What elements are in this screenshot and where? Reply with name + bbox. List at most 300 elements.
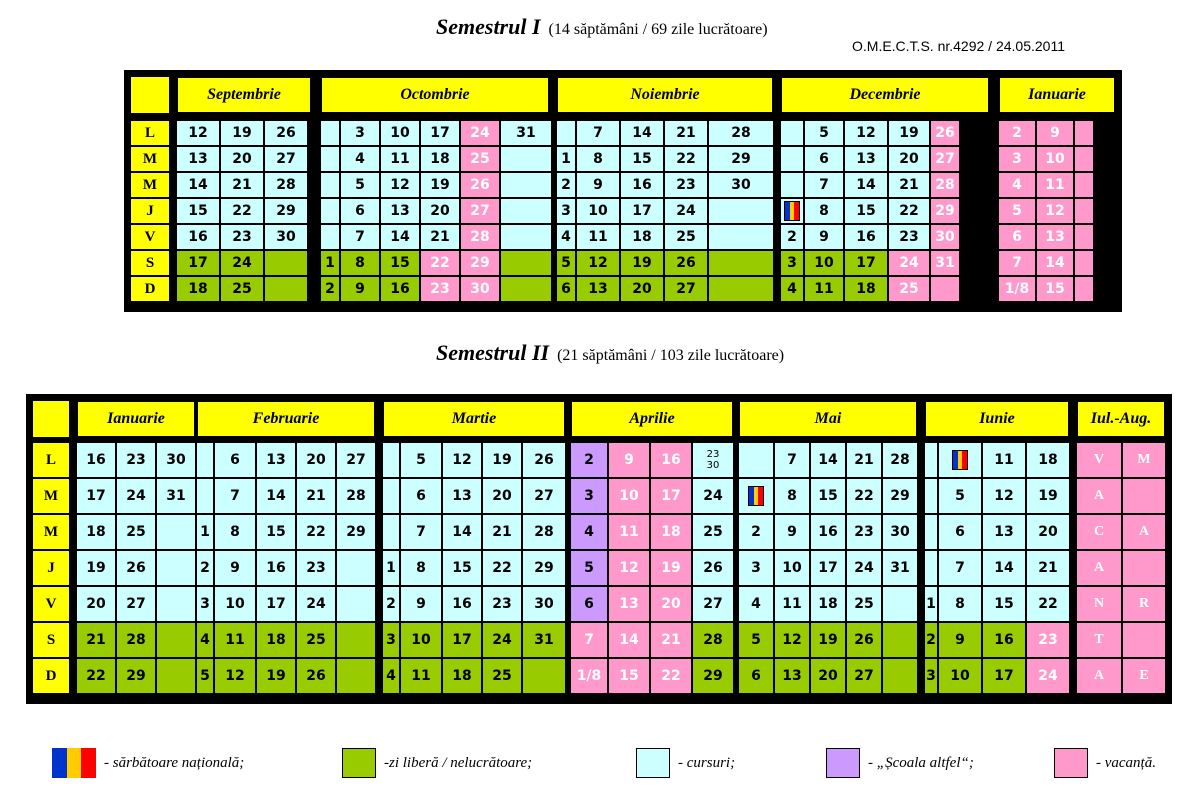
day-label: D <box>130 276 170 302</box>
day-cell: 19 <box>482 442 522 478</box>
day-cell: 19 <box>1026 478 1070 514</box>
day-cell: 29 <box>116 658 156 694</box>
day-cell: 23 <box>296 550 336 586</box>
day-cell: 10 <box>400 622 442 658</box>
day-cell: 4 <box>998 172 1036 198</box>
day-cell <box>320 172 340 198</box>
day-cell: 29 <box>264 198 308 224</box>
day-label: V <box>32 586 70 622</box>
day-cell: 20 <box>888 146 930 172</box>
day-cell: 1 <box>924 586 938 622</box>
day-cell: 25 <box>692 514 734 550</box>
day-cell: 25 <box>220 276 264 302</box>
day-cell: 24 <box>116 478 156 514</box>
day-cell: R <box>1122 586 1166 622</box>
legend-item-liber <box>342 748 532 778</box>
day-cell: 25 <box>482 658 522 694</box>
day-cell: 17 <box>442 622 482 658</box>
day-cell: 29 <box>708 146 774 172</box>
day-cell <box>156 514 196 550</box>
day-cell: 19 <box>76 550 116 586</box>
legend-label: - sărbătoare națională; <box>104 754 245 771</box>
day-cell: 5 <box>340 172 380 198</box>
month-header: Februarie <box>196 400 376 438</box>
day-cell: 17 <box>650 478 692 514</box>
day-cell <box>1122 478 1166 514</box>
day-cell: 24 <box>460 120 500 146</box>
day-cell: 12 <box>176 120 220 146</box>
day-cell <box>1074 146 1094 172</box>
corner-cell <box>130 76 170 114</box>
day-cell: 11 <box>400 658 442 694</box>
day-cell: T <box>1076 622 1122 658</box>
day-cell: 22 <box>76 658 116 694</box>
day-label: D <box>32 658 70 694</box>
day-cell <box>320 120 340 146</box>
day-label: S <box>130 250 170 276</box>
day-cell <box>1074 224 1094 250</box>
day-cell: 13 <box>576 276 620 302</box>
day-cell: 17 <box>256 586 296 622</box>
day-cell: 25 <box>460 146 500 172</box>
day-label: M <box>32 514 70 550</box>
day-label: V <box>130 224 170 250</box>
day-cell: 30 <box>156 442 196 478</box>
day-cell: 27 <box>460 198 500 224</box>
day-cell <box>1074 276 1094 302</box>
day-cell: 12 <box>380 172 420 198</box>
day-label: M <box>32 478 70 514</box>
day-cell: 2 <box>738 514 774 550</box>
day-cell: 13 <box>774 658 810 694</box>
day-cell: 6 <box>738 658 774 694</box>
day-cell: 11 <box>380 146 420 172</box>
day-label: S <box>32 622 70 658</box>
day-cell: 13 <box>442 478 482 514</box>
day-cell: 17 <box>76 478 116 514</box>
day-label: L <box>130 120 170 146</box>
day-cell: 23 <box>482 586 522 622</box>
semester-2-subtitle: (21 săptămâni / 103 zile lucrătoare) <box>557 347 785 364</box>
day-cell: 12 <box>608 550 650 586</box>
day-cell <box>264 276 308 302</box>
day-cell <box>156 622 196 658</box>
day-cell: 13 <box>256 442 296 478</box>
day-cell: 10 <box>214 586 256 622</box>
day-cell: 21 <box>650 622 692 658</box>
day-cell: 12 <box>442 442 482 478</box>
day-cell: 6 <box>804 146 844 172</box>
day-cell: 10 <box>380 120 420 146</box>
day-cell <box>500 172 552 198</box>
day-cell: 9 <box>1036 120 1074 146</box>
day-cell: 15 <box>844 198 888 224</box>
legend-item-flag <box>52 748 244 778</box>
day-cell: 20 <box>1026 514 1070 550</box>
day-cell <box>156 658 196 694</box>
day-cell: 12 <box>844 120 888 146</box>
day-cell <box>336 622 376 658</box>
day-cell: 24 <box>482 622 522 658</box>
day-cell: 26 <box>664 250 708 276</box>
day-cell <box>708 250 774 276</box>
day-cell: 19 <box>220 120 264 146</box>
day-cell: 7 <box>570 622 608 658</box>
day-cell <box>320 146 340 172</box>
day-cell: 26 <box>264 120 308 146</box>
day-cell: 6 <box>556 276 576 302</box>
day-cell <box>500 198 552 224</box>
day-cell: 1/8 <box>998 276 1036 302</box>
day-cell: 3 <box>196 586 214 622</box>
day-cell: 13 <box>1036 224 1074 250</box>
day-cell: 26 <box>692 550 734 586</box>
day-cell: 9 <box>938 622 982 658</box>
day-cell: 4 <box>556 224 576 250</box>
day-cell: 27 <box>522 478 566 514</box>
day-cell: 5 <box>400 442 442 478</box>
day-cell: 5 <box>998 198 1036 224</box>
legend-item-altfel <box>826 748 974 778</box>
day-cell: 7 <box>214 478 256 514</box>
day-cell: 22 <box>1026 586 1070 622</box>
day-label: M <box>130 146 170 172</box>
legend-swatch <box>636 748 670 778</box>
day-cell: 29 <box>460 250 500 276</box>
day-cell: 12 <box>214 658 256 694</box>
day-cell: 19 <box>650 550 692 586</box>
day-cell: 2 <box>320 276 340 302</box>
day-cell: 27 <box>930 146 960 172</box>
day-cell: 23 <box>664 172 708 198</box>
day-cell: 28 <box>264 172 308 198</box>
day-cell: 22 <box>420 250 460 276</box>
day-cell: 16 <box>982 622 1026 658</box>
day-cell: 22 <box>650 658 692 694</box>
day-cell: A <box>1076 478 1122 514</box>
day-cell: M <box>1122 442 1166 478</box>
day-cell: 8 <box>214 514 256 550</box>
day-cell <box>320 224 340 250</box>
day-cell: 3 <box>924 658 938 694</box>
day-cell: 17 <box>176 250 220 276</box>
day-cell: 17 <box>844 250 888 276</box>
day-cell: 11 <box>1036 172 1074 198</box>
day-cell: 24 <box>220 250 264 276</box>
day-cell: 14 <box>256 478 296 514</box>
day-cell <box>882 658 918 694</box>
day-cell: 3 <box>780 250 804 276</box>
day-cell: 16 <box>442 586 482 622</box>
day-cell: 31 <box>882 550 918 586</box>
day-cell: 30 <box>264 224 308 250</box>
day-cell: 4 <box>196 622 214 658</box>
day-cell <box>156 586 196 622</box>
day-cell: 4 <box>738 586 774 622</box>
day-label: M <box>130 172 170 198</box>
day-cell: 16 <box>650 442 692 478</box>
day-cell: 18 <box>442 658 482 694</box>
legend-label: - „Școala altfel“; <box>868 754 974 771</box>
day-cell <box>708 224 774 250</box>
semester-1-subtitle: (14 săptămâni / 69 zile lucrătoare) <box>548 21 768 38</box>
day-cell: 28 <box>336 478 376 514</box>
day-cell: 6 <box>998 224 1036 250</box>
day-cell: 3 <box>340 120 380 146</box>
day-cell: 9 <box>214 550 256 586</box>
romanian-flag-icon <box>952 450 968 470</box>
day-cell: 13 <box>844 146 888 172</box>
day-cell: 21 <box>220 172 264 198</box>
legend-swatch <box>1054 748 1088 778</box>
day-cell: 10 <box>774 550 810 586</box>
day-cell: 11 <box>982 442 1026 478</box>
day-cell: 10 <box>608 478 650 514</box>
day-cell <box>500 224 552 250</box>
day-cell: 22 <box>220 198 264 224</box>
day-cell: 1 <box>382 550 400 586</box>
semester-1-title <box>436 14 768 40</box>
day-cell: 31 <box>500 120 552 146</box>
day-cell <box>196 478 214 514</box>
legend-swatch <box>52 748 96 778</box>
day-cell: 7 <box>576 120 620 146</box>
romanian-flag-icon <box>748 486 764 506</box>
day-cell: 22 <box>846 478 882 514</box>
day-cell: 2 <box>780 224 804 250</box>
day-cell: 8 <box>938 586 982 622</box>
day-cell: A <box>1122 514 1166 550</box>
day-cell: 10 <box>576 198 620 224</box>
day-cell: 5 <box>556 250 576 276</box>
day-cell: 13 <box>380 198 420 224</box>
day-cell: 14 <box>810 442 846 478</box>
day-cell: 29 <box>522 550 566 586</box>
day-cell: 18 <box>844 276 888 302</box>
day-cell: 15 <box>442 550 482 586</box>
day-cell: 26 <box>846 622 882 658</box>
day-cell: 30 <box>708 172 774 198</box>
day-cell <box>336 586 376 622</box>
day-cell: E <box>1122 658 1166 694</box>
day-cell: 5 <box>738 622 774 658</box>
day-cell: 12 <box>774 622 810 658</box>
omects-reference: O.M.E.C.T.S. nr.4292 / 24.05.2011 <box>852 38 1065 54</box>
legend-swatch <box>342 748 376 778</box>
day-cell: 23 30 <box>692 442 734 478</box>
day-cell: 3 <box>570 478 608 514</box>
day-cell: 2 <box>556 172 576 198</box>
day-cell: 8 <box>400 550 442 586</box>
day-cell: 30 <box>882 514 918 550</box>
day-cell: 26 <box>460 172 500 198</box>
day-cell <box>780 146 804 172</box>
day-cell: 16 <box>76 442 116 478</box>
day-cell <box>556 120 576 146</box>
day-cell: C <box>1076 514 1122 550</box>
day-cell: 26 <box>522 442 566 478</box>
day-cell: 21 <box>76 622 116 658</box>
day-cell: 30 <box>522 586 566 622</box>
day-cell: 2 <box>382 586 400 622</box>
day-cell: 9 <box>804 224 844 250</box>
day-cell: 8 <box>774 478 810 514</box>
day-cell: 24 <box>296 586 336 622</box>
day-cell: 26 <box>930 120 960 146</box>
day-cell: 17 <box>810 550 846 586</box>
day-cell: 14 <box>380 224 420 250</box>
day-cell <box>264 250 308 276</box>
day-label: J <box>130 198 170 224</box>
day-cell: 15 <box>982 586 1026 622</box>
day-cell <box>500 250 552 276</box>
day-cell: 4 <box>382 658 400 694</box>
day-cell: 3 <box>382 622 400 658</box>
day-cell: 21 <box>846 442 882 478</box>
day-cell: 5 <box>196 658 214 694</box>
day-cell: 14 <box>982 550 1026 586</box>
day-cell: 16 <box>844 224 888 250</box>
day-cell <box>336 550 376 586</box>
day-cell: 15 <box>810 478 846 514</box>
day-cell: 15 <box>1036 276 1074 302</box>
day-cell: 4 <box>570 514 608 550</box>
legend-label: -zi liberă / nelucrătoare; <box>384 754 533 771</box>
day-cell: 23 <box>116 442 156 478</box>
legend-label: - vacanță. <box>1096 754 1156 771</box>
month-header: Martie <box>382 400 566 438</box>
day-cell: 12 <box>982 478 1026 514</box>
day-cell <box>738 442 774 478</box>
day-cell: 6 <box>400 478 442 514</box>
day-cell: 29 <box>692 658 734 694</box>
day-cell: 29 <box>336 514 376 550</box>
day-cell: 22 <box>482 550 522 586</box>
day-cell: 19 <box>256 658 296 694</box>
month-header: Aprilie <box>570 400 734 438</box>
day-cell <box>924 478 938 514</box>
month-header: Iul.-Aug. <box>1076 400 1166 438</box>
day-cell: 21 <box>420 224 460 250</box>
month-header: Septembrie <box>176 76 312 114</box>
day-cell: A <box>1076 550 1122 586</box>
day-cell: 19 <box>810 622 846 658</box>
day-cell: 23 <box>846 514 882 550</box>
day-cell: 17 <box>620 198 664 224</box>
day-cell: N <box>1076 586 1122 622</box>
day-cell <box>1074 250 1094 276</box>
legend-item-vac <box>1054 748 1156 778</box>
day-cell: 27 <box>846 658 882 694</box>
day-cell <box>1074 120 1094 146</box>
day-cell <box>738 478 774 514</box>
month-header: Noiembrie <box>556 76 774 114</box>
day-cell: 25 <box>664 224 708 250</box>
day-cell <box>882 586 918 622</box>
day-cell: 10 <box>804 250 844 276</box>
day-cell: 25 <box>296 622 336 658</box>
day-cell: 27 <box>336 442 376 478</box>
day-cell: 7 <box>400 514 442 550</box>
day-cell: 20 <box>650 586 692 622</box>
day-cell: 9 <box>400 586 442 622</box>
day-cell: 24 <box>1026 658 1070 694</box>
day-cell: 31 <box>930 250 960 276</box>
day-cell <box>930 276 960 302</box>
day-cell: 5 <box>938 478 982 514</box>
day-cell: 11 <box>608 514 650 550</box>
day-cell: 1 <box>556 146 576 172</box>
semester-1-title-text: Semestrul I <box>436 14 541 39</box>
day-cell: 14 <box>1036 250 1074 276</box>
month-header: Decembrie <box>780 76 990 114</box>
day-cell: 23 <box>420 276 460 302</box>
legend-swatch <box>826 748 860 778</box>
day-cell: 11 <box>804 276 844 302</box>
day-cell: 20 <box>220 146 264 172</box>
day-cell: 24 <box>664 198 708 224</box>
day-cell: 2 <box>924 622 938 658</box>
day-cell <box>336 658 376 694</box>
day-cell <box>1074 172 1094 198</box>
day-cell: 21 <box>296 478 336 514</box>
semester-1-calendar <box>124 70 1122 312</box>
day-cell: 10 <box>1036 146 1074 172</box>
day-cell: 14 <box>442 514 482 550</box>
day-cell: 14 <box>620 120 664 146</box>
day-cell <box>924 514 938 550</box>
day-cell: 20 <box>810 658 846 694</box>
day-cell <box>708 198 774 224</box>
day-cell: 29 <box>930 198 960 224</box>
day-cell: 18 <box>1026 442 1070 478</box>
day-cell: 7 <box>774 442 810 478</box>
day-cell <box>1122 550 1166 586</box>
day-cell: 20 <box>620 276 664 302</box>
day-cell: 6 <box>570 586 608 622</box>
day-cell: 15 <box>380 250 420 276</box>
day-cell: 5 <box>804 120 844 146</box>
day-cell: 20 <box>420 198 460 224</box>
romanian-flag-icon <box>784 201 800 221</box>
day-cell: 7 <box>998 250 1036 276</box>
day-cell: 31 <box>522 622 566 658</box>
day-cell: 28 <box>882 442 918 478</box>
day-cell: 21 <box>1026 550 1070 586</box>
day-cell: 26 <box>116 550 156 586</box>
semester-2-title-text: Semestrul II <box>436 340 550 365</box>
day-cell <box>522 658 566 694</box>
day-cell: 30 <box>930 224 960 250</box>
day-cell: 2 <box>998 120 1036 146</box>
day-cell: 29 <box>882 478 918 514</box>
day-cell: 21 <box>888 172 930 198</box>
day-cell: 18 <box>176 276 220 302</box>
day-cell: 27 <box>664 276 708 302</box>
day-cell <box>320 198 340 224</box>
day-cell: 3 <box>738 550 774 586</box>
day-cell: 22 <box>664 146 708 172</box>
day-cell: 13 <box>176 146 220 172</box>
day-cell: 6 <box>340 198 380 224</box>
day-cell: 30 <box>460 276 500 302</box>
day-cell: 8 <box>340 250 380 276</box>
day-cell: 9 <box>774 514 810 550</box>
day-cell: 15 <box>608 658 650 694</box>
day-cell: 25 <box>116 514 156 550</box>
day-cell: 7 <box>938 550 982 586</box>
day-cell: 24 <box>888 250 930 276</box>
